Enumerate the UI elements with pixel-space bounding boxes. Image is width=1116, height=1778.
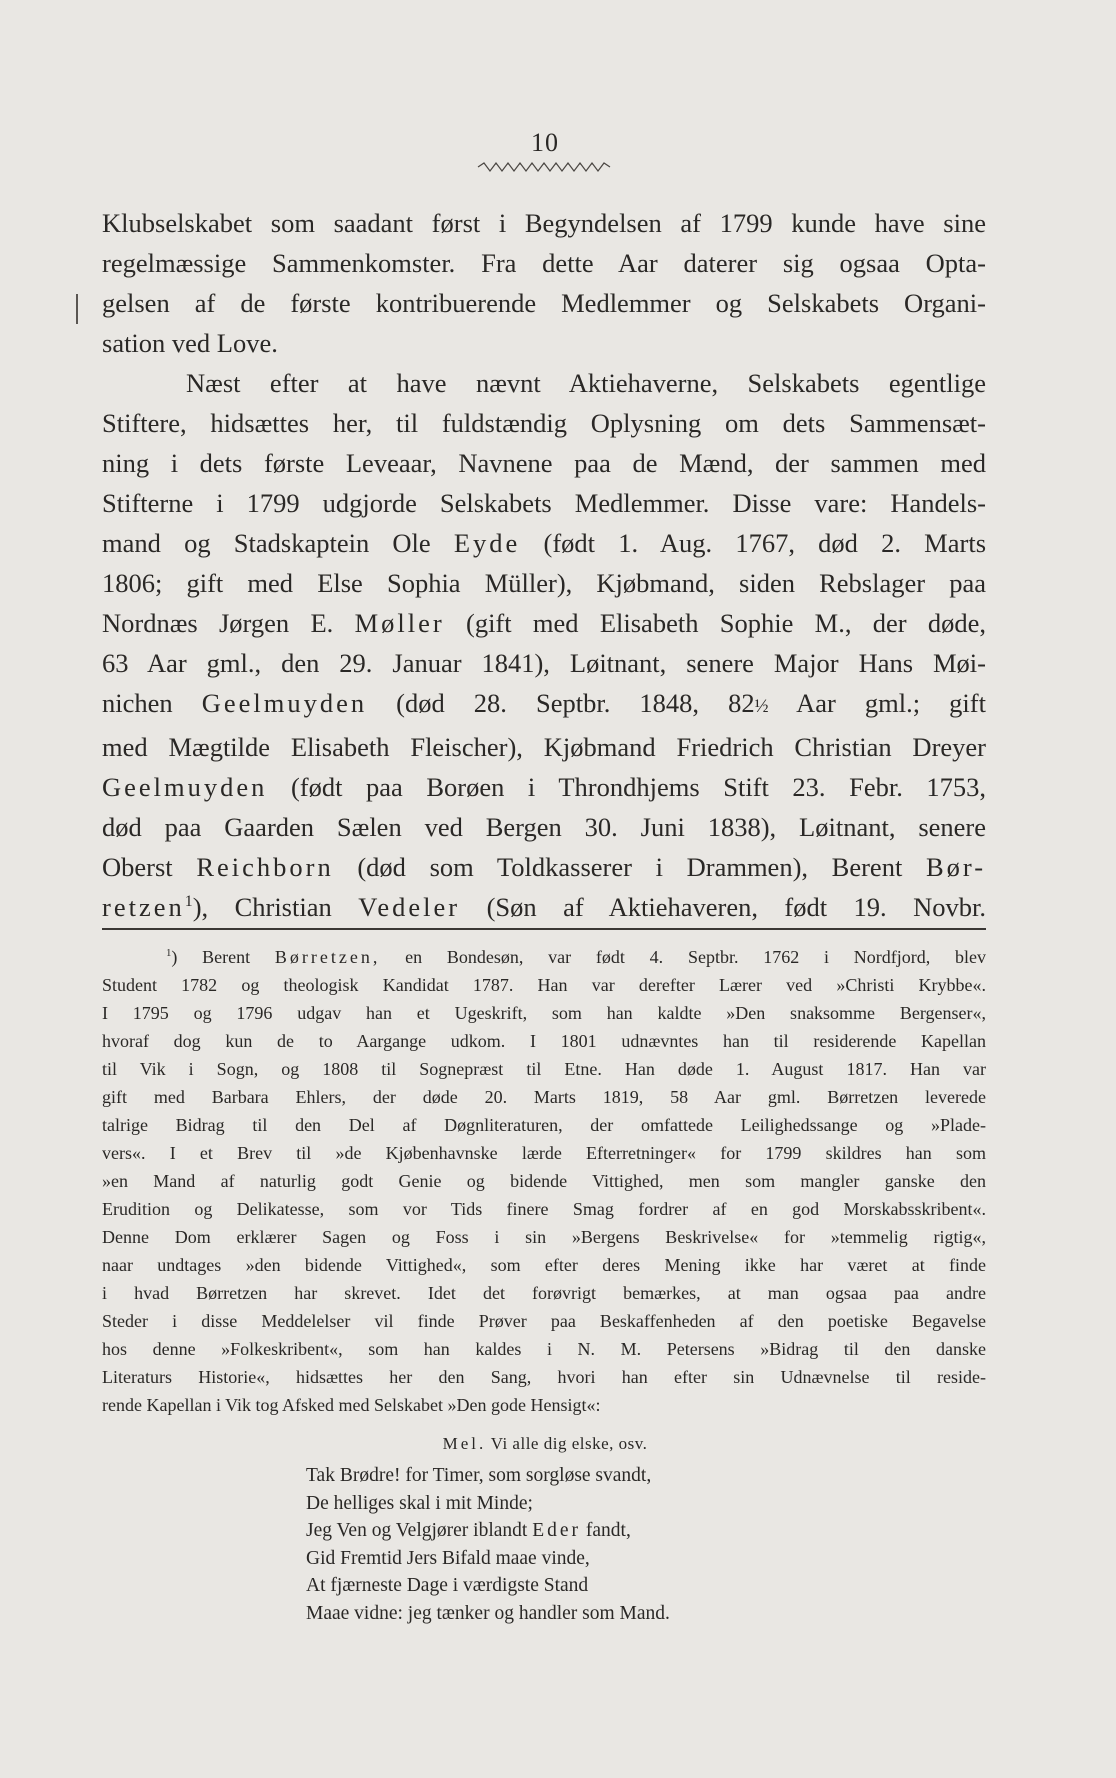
- text-line: mand og Stadskaptein Ole Eyde (født 1. Aug. 1767, død 2. Marts: [102, 528, 987, 558]
- footnote-separator: [102, 928, 986, 930]
- poem-line: At fjærneste Dage i værdigste Stand: [306, 1575, 589, 1596]
- text-line: 1806; gift med Else Sophia Müller), Kjøbmand, siden Rebslager paa: [102, 568, 986, 598]
- poem-line: De helliges skal i mit Minde;: [306, 1492, 533, 1514]
- melody-label: Mel.: [442, 1434, 487, 1453]
- footnote-line: rende Kapellan i Vik tog Afsked med Selskabet »Den gode Hensigt«:: [102, 1395, 601, 1415]
- melody-line: [0, 1434, 1090, 1454]
- text-line: ning i dets første Leveaar, Navnene paa de Mænd, der sammen med: [102, 448, 986, 478]
- text-line: nichen Geelmuyden (død 28. Septbr. 1848, 82½ Aar gml.; gift: [102, 688, 986, 718]
- poem-line: Gid Fremtid Jers Bifald maae vinde,: [306, 1547, 590, 1569]
- text-line: regelmæssige Sammenkomster. Fra dette Aar daterer sig ogsaa Opta-: [102, 248, 986, 278]
- footnote-line: i hvad Børretzen har skrevet. Idet det forøvrigt bemærkes, at man ogsaa paa andre: [102, 1283, 986, 1303]
- footnote-line: I 1795 og 1796 udgav han et Ugeskrift, som han kaldte »Den snaksomme Bergenser«,: [102, 1003, 986, 1023]
- footnote-marker: 1: [166, 947, 172, 959]
- footnote-line: Denne Dom erklærer Sagen og Foss i sin »Bergens Beskrivelse« for »temmelig rigtig«,: [102, 1227, 986, 1247]
- spaced-name: Eder: [532, 1520, 582, 1541]
- footnote-line: Student 1782 og theologisk Kandidat 1787. Han var derefter Lærer ved »Christi Krybbe«.: [102, 975, 986, 995]
- spaced-name: retzen: [102, 892, 185, 922]
- footnote-line: Literaturs Historie«, hidsættes her den Sang, hvori han efter sin Udnævnelse til reside-: [102, 1367, 986, 1387]
- spaced-name: Børretzen,: [274, 947, 381, 967]
- footnote-line: Erudition og Delikatesse, som vor Tids finere Smag fordrer af en god Morskabsskribent«.: [102, 1199, 986, 1219]
- spaced-name: Geelmuyden: [102, 772, 268, 802]
- footnote: [102, 943, 986, 1419]
- footnote-line: talrige Bidrag til den Del af Døgnliteraturen, der omfattede Leilighedssange og »Plade-: [102, 1115, 986, 1135]
- spaced-name: Reichborn: [196, 852, 334, 882]
- text-line: Geelmuyden (født paa Borøen i Throndhjems Stift 23. Febr. 1753,: [102, 772, 987, 802]
- text-line: Oberst Reichborn (død som Toldkasserer i Drammen), Berent Bør-: [102, 852, 987, 882]
- text-line: retzen$^1$), Christian Vedeler (Søn af Aktiehaveren, født 19. Novbr.: [102, 892, 986, 922]
- page-number: 10: [531, 128, 559, 157]
- footnote-line: naar undtages »den bidende Vittighed«, som efter deres Mening ikke har været at finde: [102, 1255, 986, 1275]
- footnote-line: »en Mand af naturlig godt Genie og bidende Vittighed, men som mangler ganske den: [102, 1171, 986, 1191]
- footnote-line: til Vik i Sogn, og 1808 til Sognepræst til Etne. Han døde 1. August 1817. Han var: [102, 1059, 986, 1079]
- ornament-divider: [476, 160, 612, 174]
- poem-line: Tak Brødre! for Timer, som sorgløse svandt,: [306, 1465, 652, 1486]
- spaced-name: Geelmuyden: [201, 688, 368, 718]
- text-line: gelsen af de første kontribuerende Medlemmer og Selskabets Organi-: [102, 288, 986, 318]
- spaced-name: Eyde: [453, 528, 521, 558]
- melody-text: Vi alle dig elske, osv.: [490, 1434, 648, 1453]
- poem-line: Maae vidne: jeg tænker og handler som Mand.: [306, 1602, 670, 1624]
- text-line: Nordnæs Jørgen E. Møller (gift med Elisabeth Sophie M., der døde,: [102, 608, 987, 638]
- text-line: død paa Gaarden Sælen ved Bergen 30. Juni 1838), Løitnant, senere: [102, 812, 986, 842]
- text-line: sation ved Love.: [102, 328, 278, 358]
- spaced-name: Vedeler: [358, 892, 461, 922]
- footnote-ref: 1: [184, 893, 193, 911]
- paragraph-2: [102, 363, 986, 927]
- footnote-line: gift med Barbara Ehlers, der døde 20. Marts 1819, 58 Aar gml. Børretzen leverede: [102, 1087, 986, 1107]
- paragraph-1: [102, 203, 986, 363]
- footnote-line: Steder i disse Meddelelser vil finde Prøver paa Beskaffenheden af den poetiske Begavelse: [102, 1311, 986, 1331]
- poem-line: Jeg Ven og Velgjører iblandt Eder fandt,: [306, 1520, 631, 1541]
- text-line: Stiftere, hidsættes her, til fuldstændig Oplysning om dets Sammensæt-: [102, 408, 986, 438]
- text-line: med Mægtilde Elisabeth Fleischer), Kjøbmand Friedrich Christian Dreyer: [102, 732, 986, 762]
- fraction: ½: [754, 696, 769, 717]
- text-line: Næst efter at have nævnt Aktiehaverne, Selskabets egentlige: [186, 368, 986, 398]
- spaced-name: Bør-: [925, 852, 987, 882]
- footnote-line: $^1$) Berent Børretzen, en Bondesøn, var født 4. Septbr. 1762 i Nordfjord, blev: [166, 947, 986, 967]
- spaced-name: Møller: [354, 608, 445, 638]
- footnote-line: vers«. I et Brev til »de Kjøbenhavnske lærde Efterretninger« for 1799 skildres han som: [102, 1143, 986, 1163]
- footnote-line: hvoraf dog kun de to Aargange udkom. I 1801 udnævntes han til residerende Kapellan: [102, 1031, 986, 1051]
- poem: [306, 1462, 866, 1627]
- body-text: [102, 203, 986, 927]
- footnote-line: hos denne »Folkeskribent«, som han kaldes i N. M. Petersens »Bidrag til den danske: [102, 1339, 986, 1359]
- text-line: 63 Aar gml., den 29. Januar 1841), Løitnant, senere Major Hans Møi-: [102, 648, 986, 678]
- margin-mark: [76, 294, 78, 324]
- text-line: Klubselskabet som saadant først i Begyndelsen af 1799 kunde have sine: [102, 208, 986, 238]
- text-line: Stifterne i 1799 udgjorde Selskabets Medlemmer. Disse vare: Handels-: [102, 488, 986, 518]
